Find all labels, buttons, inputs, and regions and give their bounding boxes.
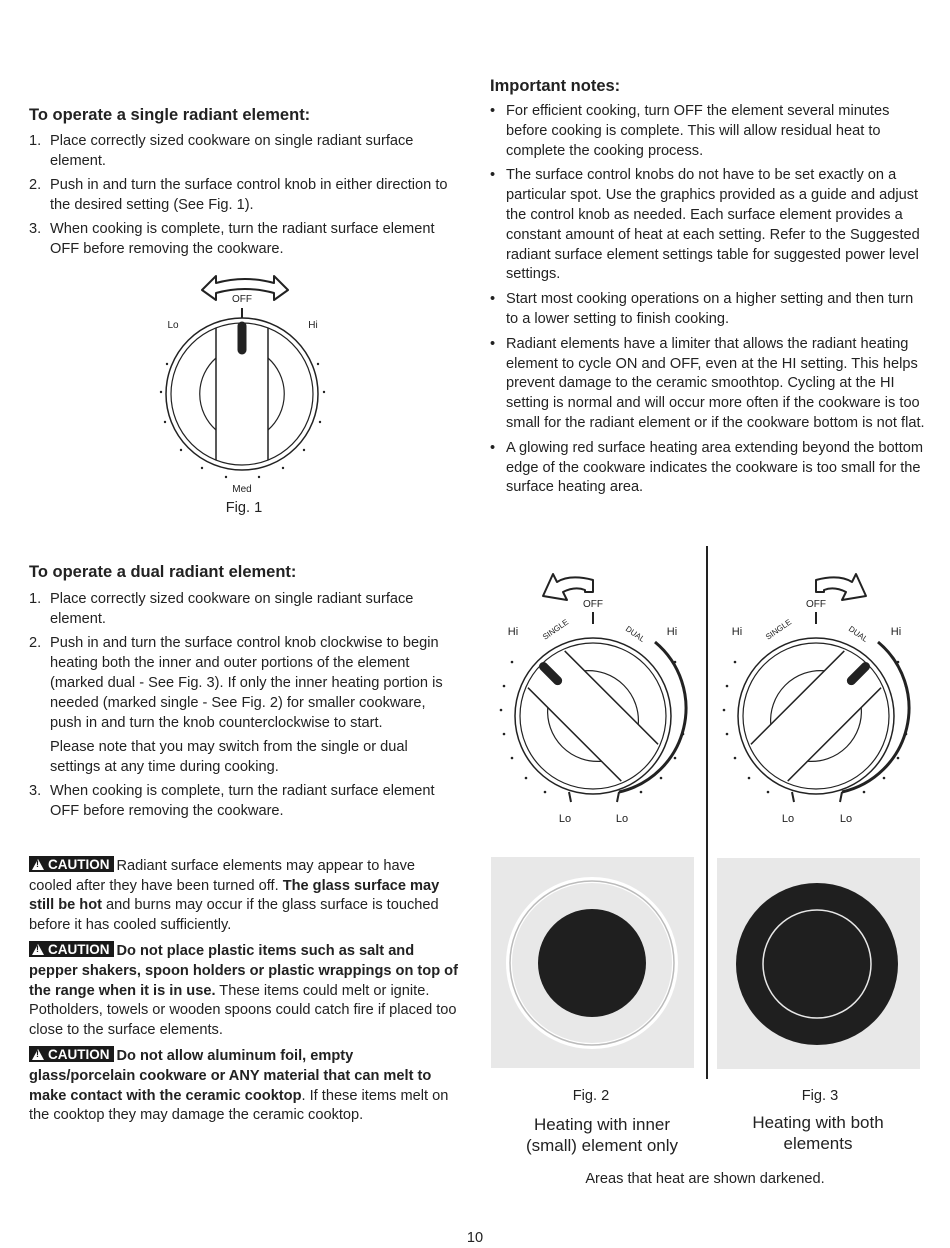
knob-label-hi: Hi	[308, 320, 318, 331]
clockwise-arrow-icon	[816, 574, 866, 600]
single-heading: To operate a single radiant element:	[29, 106, 311, 124]
dual-step-note: Please note that you may switch from the single or dual settings at any time during cooking.	[50, 739, 408, 775]
caution-3: !CAUTION Do not allow aluminum foil, empty glass/porcelain cookware or ANY material that can melt to make contact with the ceramic cooktop. If these items melt on the cooktop they may damage the ceramic cooktop.	[29, 1046, 461, 1125]
knob-label-off: OFF	[232, 294, 252, 305]
svg-text:Lo: Lo	[839, 813, 853, 825]
svg-text:DUAL: DUAL	[846, 624, 870, 644]
svg-text:SINGLE: SINGLE	[540, 617, 571, 642]
single-step-3: 3. When cooking is complete, turn the radiant surface element OFF before removing the cookware.	[29, 221, 435, 257]
svg-text:Lo: Lo	[781, 813, 795, 825]
svg-text:OFF: OFF	[806, 599, 826, 610]
notes-heading: Important notes:	[490, 77, 621, 95]
svg-text:Hi: Hi	[890, 626, 902, 638]
counterclockwise-arrow-icon	[543, 574, 593, 600]
caution-1: !CAUTION Radiant surface elements may appear to have cooled after they have been turned off. The glass surface may still be hot and burns may occur if the glass surface is touched before it has cooled sufficiently.	[29, 856, 461, 935]
svg-text:Hi: Hi	[731, 626, 743, 638]
caution-badge: !CAUTION	[29, 941, 114, 957]
svg-text:DUAL: DUAL	[623, 624, 647, 644]
svg-text:SINGLE: SINGLE	[763, 617, 794, 642]
single-steps	[29, 131, 449, 263]
fig3-knob-diagram	[720, 570, 920, 830]
note-item: • A glowing red surface heating area extending beyond the bottom edge of the cookware indicates the cookware is too small for the surface heating area.	[490, 439, 925, 498]
caution-2: !CAUTION Do not place plastic items such as salt and pepper shakers, spoon holders or plastic wrappings on top of the range when it is in use. These items could melt or ignite. Potholders, towels or wooden spoons could catch fire if placed too close to the surface elements.	[29, 941, 461, 1040]
warning-icon	[32, 1049, 44, 1060]
note-item: • The surface control knobs do not have to be set exactly on a particular spot. Use the graphics provided as a guide and adjust the control knob as needed. Each surface element provides a constant amount of heat at each setting. Refer to the Suggested radiant surface element settings table for suggested power level settings.	[490, 166, 925, 285]
note-item: • For efficient cooking, turn OFF the element several minutes before cooking is complete. This will allow residual heat to complete the cooking process.	[490, 102, 925, 161]
figure-footnote: Areas that heat are shown darkened.	[585, 1171, 825, 1187]
svg-text:Lo: Lo	[615, 813, 629, 825]
fig2-element-illustration	[491, 857, 694, 1068]
svg-text:OFF: OFF	[583, 599, 603, 610]
fig2-description: Heating with inner (small) element only	[525, 1115, 679, 1155]
svg-text:Hi: Hi	[507, 626, 519, 638]
svg-text:Lo: Lo	[558, 813, 572, 825]
fig2-knob-diagram	[495, 570, 695, 830]
fig3-element-illustration	[717, 858, 920, 1069]
fig2-caption: Fig. 2	[572, 1088, 610, 1104]
dual-step-1: 1. Place correctly sized cookware on single radiant surface element.	[29, 591, 414, 627]
caution-badge: !CAUTION	[29, 1046, 114, 1062]
dual-heading: To operate a dual radiant element:	[29, 563, 297, 581]
fig3-caption: Fig. 3	[801, 1088, 839, 1104]
note-item: • Radiant elements have a limiter that allows the radiant heating element to cycle ON and OFF, even at the HI setting. This helps prevent damage to the ceramic smoothtop. Cycling at the HI setting is normal and will occur more often if the cookware is too small for the radiant element or if the cookware bottom is not flat.	[490, 335, 925, 434]
knob-label-lo: Lo	[167, 320, 179, 331]
page-number: 10	[466, 1230, 484, 1246]
figure-divider	[706, 546, 708, 1079]
dual-steps	[29, 589, 461, 825]
fig3-description: Heating with both elements	[752, 1113, 884, 1153]
warning-icon	[32, 859, 44, 870]
single-knob-diagram	[150, 268, 340, 500]
single-step-1: 1. Place correctly sized cookware on single radiant surface element.	[29, 133, 414, 169]
cautions	[29, 856, 461, 1132]
note-item: • Start most cooking operations on a higher setting and then turn to a lower setting to finish cooking.	[490, 290, 925, 330]
single-step-2: 2. Push in and turn the surface control knob in either direction to the desired setting (See Fig. 1).	[29, 177, 448, 213]
dual-step-3: 3. When cooking is complete, turn the radiant surface element OFF before removing the cookware.	[29, 783, 435, 819]
caution-badge: !CAUTION	[29, 856, 114, 872]
warning-icon	[32, 944, 44, 955]
dual-step-2: 2. Push in and turn the surface control knob clockwise to begin heating both the inner and outer portions of the element (marked dual - See Fig. 3). If only the inner heating portion is needed (marked single - See Fig. 2) for smaller cookware, push in and turn the knob counterclockwise to start. Please note that you may switch from the single or dual settings at any time during cooking.	[29, 633, 461, 777]
fig1-caption: Fig. 1	[225, 500, 263, 516]
svg-text:Hi: Hi	[666, 626, 678, 638]
knob-label-med: Med	[232, 484, 252, 495]
notes-list	[490, 102, 925, 503]
